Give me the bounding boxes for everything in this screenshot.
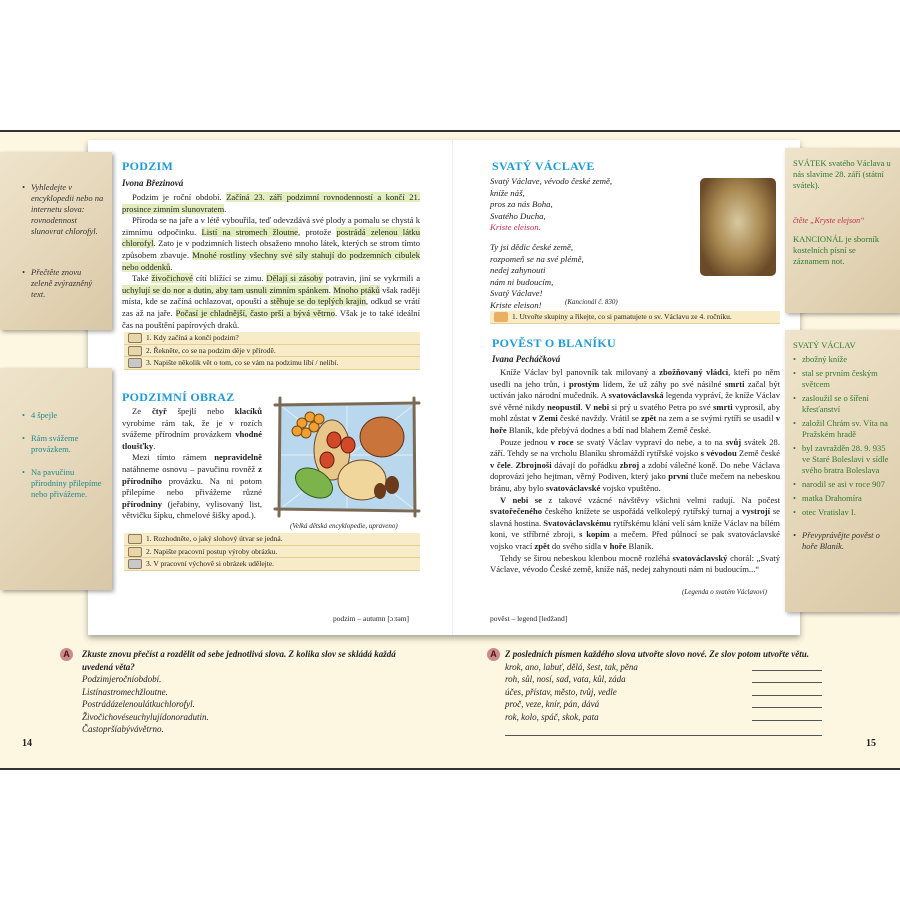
note-kancional: KANCIONÁL je sborník kostelních písní se záznamem not. (793, 234, 880, 266)
poem-line: kníže náš, (490, 187, 525, 198)
text: vyrobíme rám tak, že je v rozích svážeme přírodním provázkem (122, 417, 262, 440)
paragraph (122, 406, 262, 452)
text: Ze (132, 406, 152, 416)
exercise-line: Listínastromechžloutne. (82, 686, 168, 697)
podzim-tasks (124, 332, 420, 370)
bold-text: nepravidelně (214, 452, 262, 463)
text: svátek 28. září. Tehdy se na vrcholu Blaníku shromáždí rytířské vojsko (490, 436, 780, 459)
task-text: 1. Utvořte skupiny a řikejte, co si pamatujete o sv. Václavu ze 4. ročníku. (512, 312, 732, 321)
poem-line: rozpomeň se na své plémě, (490, 253, 584, 264)
book-icon (128, 534, 142, 544)
task-item (124, 357, 420, 370)
bold-text: čtyř (151, 406, 167, 416)
bold-text: svatořečeného (490, 506, 543, 517)
task-text: 3. Napište několik vět o tom, co se vám na podzimu líbí / nelíbí. (146, 358, 339, 367)
answer-blank[interactable] (752, 682, 822, 683)
answer-blank[interactable] (752, 695, 822, 696)
saint-fact: • byl zavražděn 28. 9. 935 ve Staré Boleslavi v sídle svého bratra Boleslava (793, 443, 892, 476)
bold-text: prostým (568, 378, 600, 389)
answer-blank[interactable] (752, 720, 822, 721)
text: špejlí nebo (166, 406, 235, 416)
text: české navždy. Vrátil se (557, 413, 642, 424)
text: Blaník. (626, 540, 654, 551)
exercise-question: Z posledních písmen každého slova utvořte slovo nové. Ze slov potom utvořte větu. (505, 649, 809, 659)
illustration-source: (Velká dětská encyklopedie, upraveno) (290, 522, 398, 530)
legend-text (490, 367, 780, 576)
text: Také (132, 273, 152, 284)
text: chorál: „Svatý Václave, vévodo České země, kníže náš, nedej zahynouti nám ni budoucím...“ (490, 552, 781, 575)
note-item: • Přečtěte znovu zeleně zvýrazněný text. (22, 267, 104, 300)
text: Příroda se na jaře a v létě vybouřila, teď odevzdává své plody a pomalu se chystá k zimnímu odpočinku. (122, 215, 420, 237)
text: . (153, 440, 156, 451)
note-heading: SVATÝ VÁCLAV (793, 340, 856, 350)
bold-text: klacíků (234, 406, 262, 416)
saint-fact: • stal se prvním českým světcem (793, 368, 892, 390)
task-text: 1. Rozhodněte, o jaký slohový útvar se jedná. (146, 534, 283, 543)
highlighted-text: živočichové (151, 273, 193, 284)
saint-fact: • narodil se asi v roce 907 (793, 479, 892, 490)
saint-fact: • matka Drahomíra (793, 493, 892, 504)
paragraph (490, 437, 780, 495)
text: a mečem. Před půlnocí se pak svatováclavské vojsko vrací (490, 529, 780, 551)
paragraph (122, 215, 420, 273)
exercise-left (60, 648, 420, 736)
note-item: • 4 špejle (22, 410, 104, 421)
obraz-tasks (124, 533, 420, 571)
side-note-materials (0, 368, 112, 590)
text: , odkud se vrátí zas až na jaře. (122, 296, 420, 318)
task-text: 2. Napište pracovní postup výroby obrázku. (146, 546, 278, 556)
text: však raději místa, kde se začíná ochlazovat, opouští a (122, 284, 420, 307)
text: . (510, 459, 516, 470)
side-note-saint (785, 330, 900, 612)
task-text: 3. V pracovní výchově si obrázek udělejte. (146, 559, 275, 568)
bold-text: v hoře (490, 413, 780, 435)
bold-text: V nebi (584, 401, 610, 412)
poem-line: Kriste eleison. (490, 222, 541, 233)
text: tluče mečem na nebeskou bránu, aby bylo (490, 471, 780, 493)
bold-text: V nebi se (500, 494, 542, 505)
text: natáhneme osnovu – pavučinu rovněž (122, 463, 259, 474)
text: lidem, že už záhy po své násilné (599, 378, 725, 389)
exercise-right (487, 648, 822, 736)
exercise-line: proč, veze, knír, pán, dává (505, 699, 600, 709)
book-icon (128, 547, 142, 557)
text: a zdobí válečné koně. Do nebe Václava doprovází jeho hejtman, věrný Podiven, který jako (490, 459, 780, 482)
paragraph (490, 367, 780, 437)
section-title-obraz: PODZIMNÍ OBRAZ (122, 390, 235, 404)
bold-text: s kopím (579, 529, 610, 540)
highlighted-text: Mnoho ptáků (333, 284, 380, 295)
bold-text: smrti (724, 378, 745, 389)
exercise-line: roh, sůl, nosí, sad, vata, kůl, záda (505, 674, 626, 684)
bold-text: z přírodního (122, 463, 262, 486)
text: provázku. Na ni potom přilepíme nebo přivážeme různé (122, 475, 262, 498)
pencil-icon (128, 559, 142, 569)
sentence-answer-line[interactable] (505, 735, 822, 736)
bold-text: vhodné tloušťky (122, 429, 262, 451)
section-title-podzim: PODZIM (122, 159, 174, 173)
author: Ivona Březinová (122, 178, 184, 188)
poem-line: Kriste eleison! (490, 299, 542, 310)
highlighted-text: Začíná 23. září podzimní rovnodenností a končí 21. prosince zimním slunovratem (122, 192, 421, 214)
note-item: • Na pavučinu přírodniny přilepíme nebo přivážeme. (22, 467, 104, 500)
poem-source: (Kancionál č. 830) (565, 298, 618, 306)
exercise-line: krok, ano, labuť, dělá, šest, tak, pěna (505, 661, 638, 672)
bold-text: v čele (490, 459, 511, 470)
bold-text: Svatováclavskému (543, 517, 612, 528)
task-item (124, 558, 420, 571)
text: . (219, 192, 227, 202)
text: na zem a se svými rytíři se usadil (656, 413, 776, 424)
text: , kteří po něm usedli na jeho trůn, i (490, 367, 781, 389)
text: roční období (173, 192, 220, 202)
bold-text: v Zemi (532, 413, 558, 424)
text: . (328, 284, 334, 295)
vocab-autumn: podzim – autumn [ɔːtəm] (333, 614, 410, 623)
answer-blank[interactable] (752, 670, 822, 671)
poem-line: Svatého Ducha, (490, 210, 546, 221)
exercise-line: účes, přístav, město, tvůj, vedle (505, 686, 617, 697)
note-feast: SVÁTEK svatého Václava u nás slavíme 28. září (státní svátek). (793, 158, 891, 190)
paragraph (490, 495, 780, 553)
saint-fact: • založil Chrám sv. Víta na Pražském hradě (793, 418, 892, 440)
poem-line: pros za nás Boha, (490, 199, 553, 210)
text: Mezi tímto rámem (132, 452, 215, 463)
bold-text: v hoře (603, 540, 627, 551)
text: , protože (297, 226, 337, 237)
text: . Však je to také ideální čas na pouštění papírových draků. (122, 307, 420, 330)
highlighted-text: stěhuje se do teplých krajin (270, 296, 366, 307)
poem (490, 176, 612, 312)
poem-line: nedej zahynouti (490, 265, 546, 276)
book-icon (128, 346, 142, 356)
bold-text: přírodniny (122, 498, 162, 509)
group-icon (494, 312, 508, 322)
task-item (124, 332, 420, 345)
autumn-frame-illustration (272, 395, 422, 520)
bold-text: svůj (725, 436, 742, 447)
exercise-line: Častopršíabývávětrno. (82, 724, 164, 734)
saint-fact: • zasloužil se o šíření křesťanství (793, 393, 892, 415)
text: (jeřabiny, vylisovaný list, větvičku šípku, chmelové šišky apod.). (122, 498, 262, 521)
exercise-badge: A (487, 648, 500, 661)
vocab-legend: pověst – legend [ledžənd] (490, 614, 568, 623)
text: českého knížete se uspořádá velkolepý rytířský turnaj a (542, 506, 743, 517)
text: začal být uctíván jako národní mučedník. A (490, 378, 780, 401)
highlighted-text: Dělají si zásoby (266, 273, 323, 284)
saint-fact: • zbožný kníže (793, 354, 892, 365)
text: Podzim je (132, 192, 174, 202)
text: vyprosil, aby mohl zůstat (490, 401, 781, 424)
text: do svého sídla (549, 540, 604, 551)
task-item (124, 546, 420, 559)
book-icon (128, 333, 142, 343)
text: . (170, 261, 173, 272)
page-number-right: 15 (866, 738, 876, 749)
poem-tasks (490, 311, 780, 324)
exercise-line: rok, kolo, spáč, skok, pata (505, 711, 599, 722)
text: . (580, 401, 585, 412)
poem-line: Ty jsi dědic české země, (490, 241, 574, 252)
poem-line: Svatý Václave, vévodo české země, (490, 176, 613, 186)
exercise-line: Podzimjeročníobdobí. (82, 674, 162, 684)
text: . (224, 203, 227, 214)
note-task: • Převyprávějte pověst o hoře Blaník. (793, 530, 892, 552)
task-text: 2. Řekněte, co se na podzim děje v přírodě. (146, 345, 276, 355)
text: se slavná hostina. (490, 506, 780, 528)
text: Blaník, kde přebývá dodnes a bdí nad blahem Země české. (506, 424, 711, 435)
bold-text: zbroj (619, 459, 640, 470)
poem-line: nám ni budoucím, (490, 276, 554, 287)
task-item (124, 533, 420, 546)
side-note-feast (785, 148, 900, 313)
task-item (124, 345, 420, 358)
author: Ivana Pecháčková (492, 354, 561, 364)
section-title-legend: POVĚST O BLANÍKU (492, 336, 616, 350)
text: potravin, jiní se vykrmili a (322, 273, 421, 284)
text: Kníže Václav byl panovník tak milovaný a (500, 367, 660, 377)
exercise-badge: A (60, 648, 73, 661)
highlighted-text: postrádá zelenou látku chlorofyl (122, 226, 420, 249)
podzim-text (122, 192, 420, 331)
paragraph (490, 553, 780, 576)
paragraph (122, 452, 262, 522)
task-text: 1. Kdy začíná a končí podzim? (146, 333, 239, 342)
bold-text: zbožňovaný vládci (659, 367, 729, 377)
paragraph (122, 273, 420, 331)
bold-text: zpět (641, 413, 657, 424)
text: z takové vzácné návštěvy všichni velmi radují. Na počest (541, 494, 780, 505)
bold-text: zpět (534, 540, 550, 551)
saint-wenceslas-statue-photo (700, 178, 776, 276)
bold-text: smrti (713, 401, 733, 412)
exercise-question: Zkuste znovu přečíst a rozdělit od sebe jednotlivá slova. Z kolika slov se skládá každá uvedená věta? (82, 649, 396, 672)
text: rytířskému klání velí sám kníže Václav na bílém koni, ve stříbrné zbroji, (490, 517, 780, 540)
answer-blank[interactable] (752, 707, 822, 708)
text: Tehdy se širou nebeskou klenbou mocně rozléhá (500, 552, 673, 563)
bold-text: vystrojí (742, 506, 771, 517)
task-item (490, 311, 780, 324)
exercise-line: Živočichovéseuchylujídonoradutin. (82, 711, 209, 722)
text: si prý u svatého Petra po své (609, 401, 714, 412)
legend-source: (Legenda o svatém Václavovi) (682, 588, 767, 596)
text: . Zato je v podzimních listech obsaženo mnoho látek, kterých se strom tímto způsobem zbavuje. (122, 238, 420, 260)
page-number-left: 14 (22, 738, 32, 749)
note-item: • Vyhledejte v encyklopedii nebo na internetu slova: rovnodennost slunovrat chlorofyl. (22, 182, 104, 237)
text: Pouze jednou (500, 436, 551, 447)
obraz-text (122, 406, 262, 522)
highlighted-text: Mnohé rostliny všechny své síly stahují do podzemních cibulek nebo oddenků (122, 249, 420, 272)
bold-text: svatováclavský (672, 552, 728, 563)
text: legenda vypráví, že kníže Václav své věrné nikdy (490, 390, 780, 412)
exercise-line: Postrádázelenoulátkuchlorofyl. (82, 699, 195, 709)
bold-text: Zbrojnoši (515, 459, 552, 470)
pencil-icon (128, 358, 142, 368)
note-item: • Rám svážeme provázkem. (22, 433, 104, 455)
saint-fact: • otec Vratislav I. (793, 507, 892, 518)
side-note-research (0, 152, 112, 330)
bold-text: svatováclavská (608, 390, 664, 401)
highlighted-text: Počasí je chladnější, často prší a bývá větrno (175, 307, 335, 318)
highlighted-text: uchylují se do nor a dutin, aby tam usnuli zimním spánkem (122, 284, 329, 295)
bold-text: první (668, 471, 689, 482)
bold-text: svatováclavské (545, 482, 601, 493)
text: dávají do pořádku (551, 459, 620, 470)
section-title-poem: SVATÝ VÁCLAVE (492, 159, 595, 173)
bold-text: neopustil (547, 401, 581, 412)
text: cítí blížící se zimu. (193, 273, 267, 284)
poem-line: Svatý Václave! (490, 288, 543, 299)
text: Země české (736, 448, 780, 459)
text: vojsko vpuštěno. (600, 482, 661, 493)
text: se svatý Václav vypraví do nebe, a to na (573, 436, 726, 447)
highlighted-text: Listí na stromech žloutne (201, 226, 298, 237)
bold-text: s vévodou (700, 448, 737, 459)
gutter (452, 140, 453, 635)
note-pronunciation: čtěte „Kryste elejson“ (793, 216, 865, 225)
bold-text: v roce (550, 436, 574, 447)
paragraph (122, 192, 420, 215)
saint-facts-list (793, 354, 892, 518)
